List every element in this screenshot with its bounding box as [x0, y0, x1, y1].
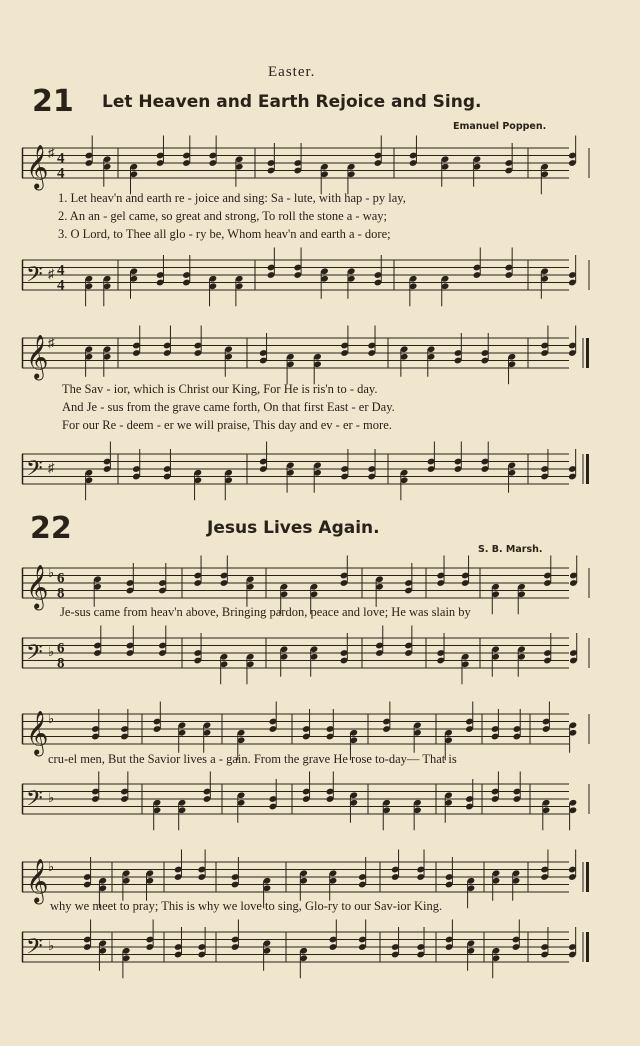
- hymn-22-line-1: Je-sus came from heav'n above, Bringing pardon, peace and love; He was slain by: [60, 605, 471, 619]
- hymn-21-title: Let Heaven and Earth Rejoice and Sing.: [102, 92, 482, 112]
- svg-text:𝄢: 𝄢: [26, 934, 43, 965]
- svg-text:♭: ♭: [48, 644, 55, 659]
- hymn-21-treble-staff-2: [22, 330, 572, 379]
- svg-text:𝄞: 𝄞: [26, 858, 49, 903]
- svg-text:♭: ♭: [48, 859, 55, 874]
- svg-text:8: 8: [57, 655, 65, 672]
- hymn-21-composer: Emanuel Poppen.: [453, 121, 547, 132]
- svg-text:4: 4: [57, 262, 65, 279]
- hymn-21-verse-3-line-1: 3. O Lord, to Thee all glo - ry be, Whom heav'n and earth a - dore;: [58, 227, 391, 241]
- hymn-21-number: 21: [32, 84, 74, 119]
- svg-text:♭: ♭: [48, 565, 55, 580]
- hymn-22-composer: S. B. Marsh.: [478, 544, 543, 555]
- svg-text:♯: ♯: [48, 335, 55, 350]
- svg-text:♭: ♭: [48, 711, 55, 726]
- svg-text:♯: ♯: [48, 460, 55, 475]
- hymn-21-verse-3-line-2: For our Re - deem - er we will praise, This day and ev - er - more.: [62, 418, 392, 432]
- svg-text:𝄢: 𝄢: [26, 640, 43, 671]
- svg-text:♯: ♯: [48, 266, 55, 281]
- svg-text:𝄞: 𝄞: [26, 334, 49, 379]
- hymn-21-verse-2-line-2: And Je - sus from the grave came forth, On that first East - er Day.: [62, 400, 395, 414]
- hymn-22-treble-staff-2: [22, 706, 572, 755]
- hymn-21-bass-staff-2: [22, 446, 572, 492]
- svg-text:8: 8: [57, 585, 65, 602]
- svg-text:4: 4: [57, 277, 65, 294]
- svg-text:𝄢: 𝄢: [26, 786, 43, 817]
- svg-text:4: 4: [57, 150, 65, 167]
- hymn-21-verse-1-line-1: 1. Let heav'n and earth re - joice and sing: Sa - lute, with hap - py lay,: [58, 191, 406, 205]
- hymn-22-title: Jesus Lives Again.: [207, 518, 380, 538]
- hymn-22-bass-staff-1: [22, 630, 572, 676]
- svg-text:4: 4: [57, 165, 65, 182]
- hymn-22-bass-staff-3: [22, 924, 572, 970]
- svg-text:𝄞: 𝄞: [26, 144, 49, 189]
- hymn-21-verse-1-line-2: The Sav - ior, which is Christ our King, For He is ris'n to - day.: [62, 382, 378, 396]
- svg-text:♭: ♭: [48, 938, 55, 953]
- hymn-22-treble-staff-3: [22, 854, 572, 903]
- hymn-22-line-2: cru-el men, But the Savior lives a - gain. From the grave He rose to-day— That is: [48, 752, 457, 766]
- svg-text:𝄞: 𝄞: [26, 710, 49, 755]
- svg-text:♭: ♭: [48, 790, 55, 805]
- svg-text:♯: ♯: [48, 145, 55, 160]
- hymn-22-number: 22: [30, 511, 72, 546]
- hymn-21-verse-2-line-1: 2. An an - gel came, so great and strong, To roll the stone a - way;: [58, 209, 388, 223]
- hymn-22-treble-staff-1: [22, 560, 572, 609]
- svg-text:𝄞: 𝄞: [26, 564, 49, 609]
- svg-text:6: 6: [57, 570, 65, 587]
- hymn-22-line-3: why we meet to pray; This is why we love to sing, Glo-ry to our Sav-ior King.: [50, 899, 443, 913]
- svg-text:𝄢: 𝄢: [26, 262, 43, 293]
- svg-text:𝄢: 𝄢: [26, 456, 43, 487]
- section-heading: Easter.: [268, 64, 316, 80]
- hymn-22-bass-staff-2: [22, 776, 572, 822]
- hymn-21-treble-staff-1: [22, 140, 572, 189]
- svg-text:6: 6: [57, 640, 65, 657]
- hymn-21-bass-staff-1: [22, 252, 572, 298]
